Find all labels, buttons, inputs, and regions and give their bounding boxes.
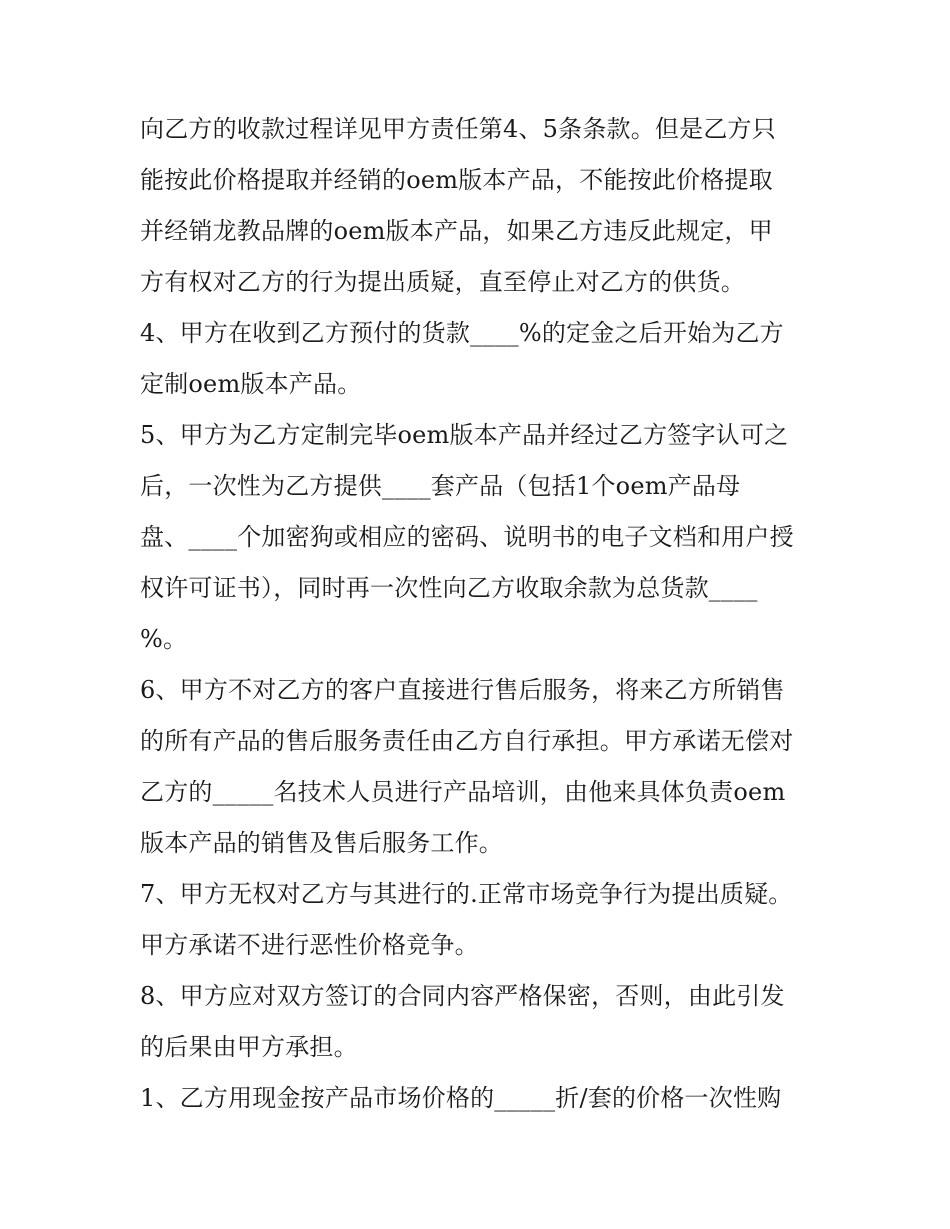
text-line: 5、甲方为乙方定制完毕oem版本产品并经过乙方签字认可之 — [140, 421, 789, 449]
text-line: 权许可证书），同时再一次性向乙方收取余款为总货款____ — [140, 574, 758, 602]
text-line: %。 — [140, 625, 188, 653]
text-line: 方有权对乙方的行为提出质疑，直至停止对乙方的供货。 — [140, 268, 745, 296]
text-line: 8、甲方应对双方签订的合同内容严格保密，否则，由此引发 — [140, 982, 785, 1010]
text-line: 能按此价格提取并经销的oem版本产品，不能按此价格提取 — [140, 166, 773, 194]
text-line: 的所有产品的售后服务责任由乙方自行承担。甲方承诺无偿对 — [140, 727, 794, 755]
text-line: 4、甲方在收到乙方预付的货款____%的定金之后开始为乙方 — [140, 319, 784, 347]
text-line: 版本产品的销售及售后服务工作。 — [140, 829, 503, 857]
text-line: 甲方承诺不进行恶性价格竞争。 — [140, 931, 479, 959]
text-line: 1、乙方用现金按产品市场价格的_____折/套的价格一次性购 — [140, 1084, 782, 1112]
text-line: 盘、____个加密狗或相应的密码、说明书的电子文档和用户授 — [140, 523, 794, 551]
text-line: 乙方的_____名技术人员进行产品培训，由他来具体负责oem — [140, 778, 786, 806]
text-line: 后，一次性为乙方提供____套产品（包括1个oem产品母 — [140, 472, 741, 500]
text-line: 的后果由甲方承担。 — [140, 1033, 358, 1061]
text-line: 定制oem版本产品。 — [140, 370, 362, 398]
text-line: 6、甲方不对乙方的客户直接进行售后服务，将来乙方所销售 — [140, 676, 785, 704]
text-line: 向乙方的收款过程详见甲方责任第4、5条条款。但是乙方只 — [140, 115, 776, 143]
text-line: 并经销龙教品牌的oem版本产品，如果乙方违反此规定，甲 — [140, 217, 773, 245]
document-body — [140, 104, 820, 1124]
text-line: 7、甲方无权对乙方与其进行的.正常市场竞争行为提出质疑。 — [140, 880, 793, 908]
